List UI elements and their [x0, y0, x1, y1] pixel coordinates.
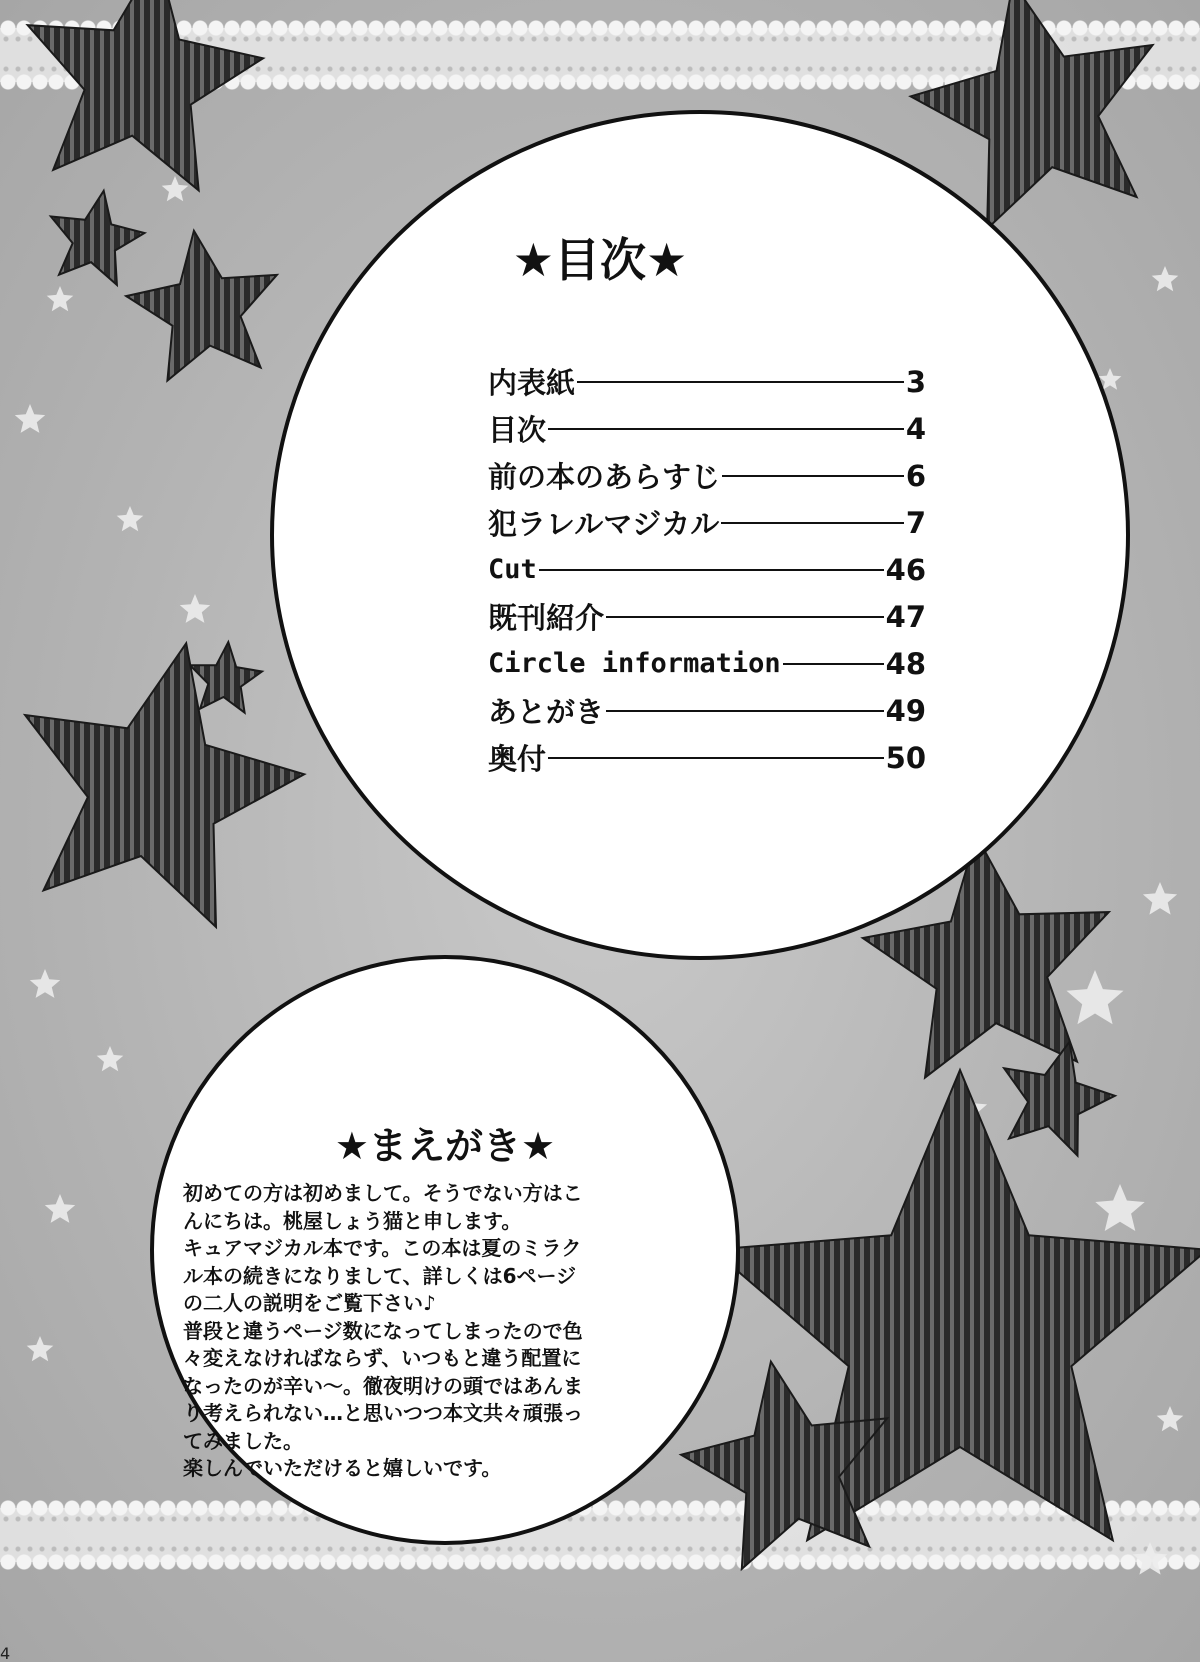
sparkle-star	[15, 404, 45, 433]
striped-star	[25, 643, 304, 927]
toc-entry-label: Circle information	[488, 648, 781, 679]
toc-entry-page: 46	[885, 552, 926, 587]
toc-leader-line	[606, 710, 884, 712]
toc-entry-label: 既刊紹介	[488, 601, 605, 635]
toc-list	[488, 358, 926, 781]
toc-entry-label: あとがき	[488, 695, 605, 729]
sparkle-star	[1095, 1184, 1144, 1231]
toc-entry	[488, 640, 926, 687]
striped-star	[28, 0, 263, 190]
toc-entry-page: 4	[905, 411, 926, 446]
toc-entry-page: 50	[885, 740, 926, 775]
page-number: 4	[0, 1644, 11, 1662]
toc-leader-line	[539, 569, 884, 571]
toc-entry	[488, 499, 926, 546]
toc-leader-line	[548, 757, 884, 759]
toc-entry-page: 7	[905, 505, 926, 540]
sparkle-star	[1133, 1542, 1167, 1575]
sparkle-star	[27, 1336, 54, 1361]
toc-entry	[488, 405, 926, 452]
toc-entry-label: 犯ラレルマジカル	[488, 507, 720, 541]
toc-leader-line	[721, 522, 904, 524]
toc-entry-label: 奥付	[488, 742, 547, 776]
preface-title: ★まえがき★	[334, 1124, 556, 1168]
striped-star	[190, 642, 262, 713]
toc-leader-line	[548, 428, 904, 430]
sparkle-star	[45, 1194, 75, 1223]
sparkle-star	[97, 1046, 124, 1071]
toc-entry-page: 3	[905, 364, 926, 399]
toc-entry-label: Cut	[488, 554, 537, 585]
toc-entry	[488, 358, 926, 405]
toc-leader-line	[606, 616, 884, 618]
sparkle-star	[1067, 970, 1124, 1024]
toc-entry	[488, 452, 926, 499]
toc-entry-label: 内表紙	[488, 366, 576, 400]
toc-entry-page: 49	[885, 693, 926, 728]
sparkle-star	[30, 969, 60, 998]
toc-entry	[488, 546, 926, 593]
toc-entry-page: 47	[885, 599, 926, 634]
toc-leader-line	[783, 663, 884, 665]
toc-entry	[488, 687, 926, 734]
toc-entry	[488, 734, 926, 781]
sparkle-star	[117, 506, 144, 531]
sparkle-star	[1157, 1406, 1184, 1431]
toc-entry-page: 6	[905, 458, 926, 493]
toc-entry-label: 目次	[488, 413, 547, 447]
toc-leader-line	[577, 381, 904, 383]
preface-body: 初めての方は初めまして。そうでない方はこ んにちは。桃屋しょう猫と申します。 キュアマジカル本です。この本は夏のミラク ル本の続きになりまして、詳しくは6ページ の二人の説明をご覧下さい♪ 普段と違うページ数になってしまったので色 々変えなければならず、いつもと違う配置に なったのが辛い～。徹夜明けの頭ではあんま り考えられない…と思いつつ本文共々頑張っ てみました。 楽しんでいただけると嬉しいです。	[183, 1181, 583, 1480]
striped-star	[1004, 1042, 1115, 1156]
sparkle-star	[180, 594, 210, 623]
toc-title: ★目次★	[512, 233, 688, 287]
toc-entry-label: 前の本のあらすじ	[488, 460, 721, 494]
toc-entry-page: 48	[885, 646, 926, 681]
sparkle-star	[1143, 882, 1177, 915]
toc-leader-line	[722, 475, 904, 477]
toc-entry	[488, 593, 926, 640]
